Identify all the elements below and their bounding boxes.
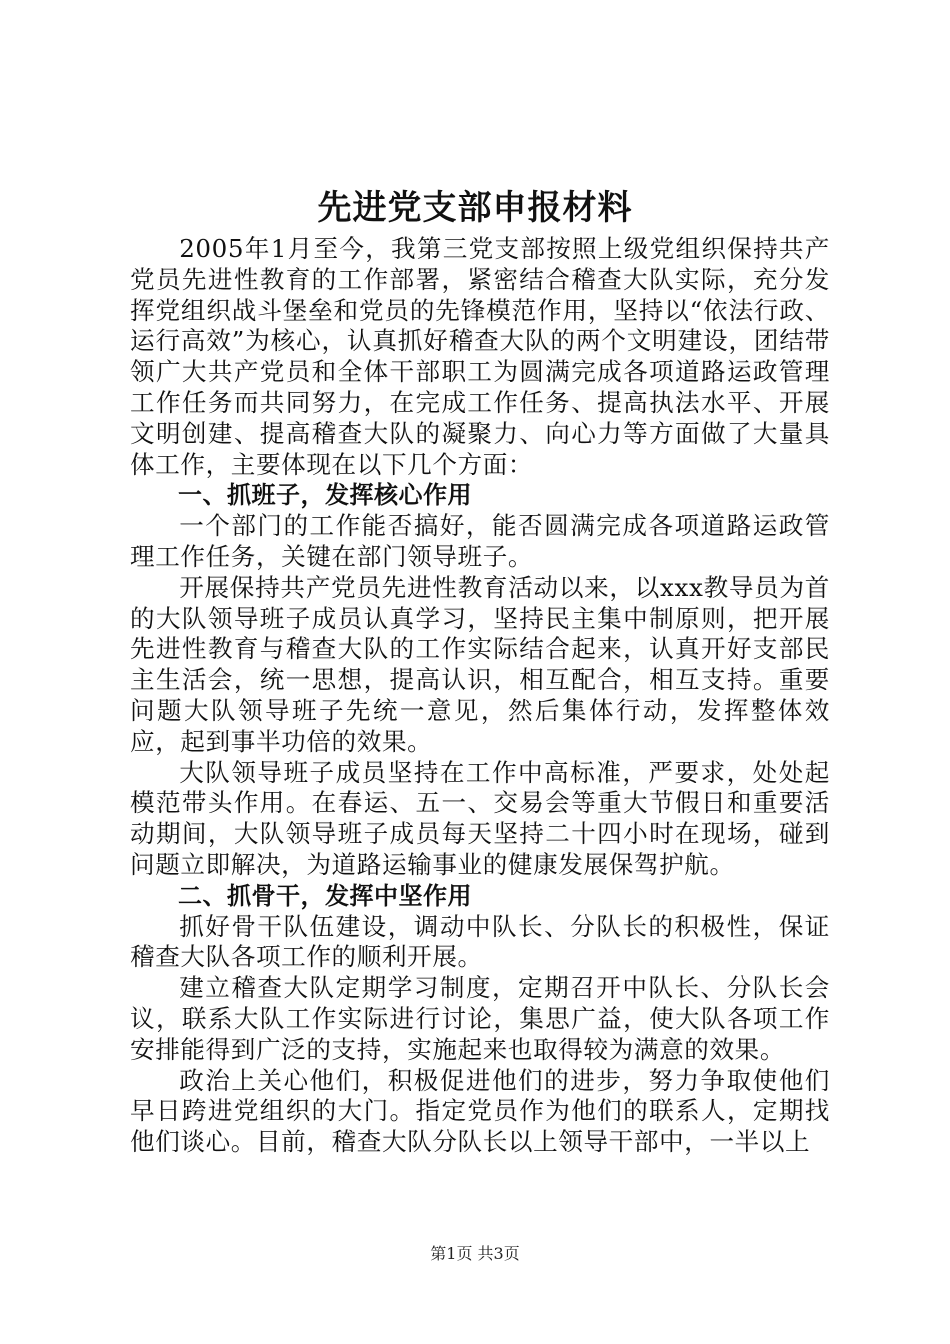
paragraph: 抓好骨干队伍建设，调动中队长、分队长的积极性，保证稽查大队各项工作的顺利开展。 bbox=[130, 911, 830, 972]
paragraph-intro: 2005年1月至今，我第三党支部按照上级党组织保持共产党员先进性教育的工作部署，紧密结合稽查大队实际，充分发挥党组织战斗堡垒和党员的先锋模范作用，坚持以“依法行政、运行高效”为核心，认真抓好稽查大队的两个文明建设，团结带领广大共产党员和全体干部职工为圆满完成各项道路运政管理工作任务而共同努力，在完成工作任务、提高执法水平、开展文明创建、提高稽查大队的凝聚力、向心力等方面做了大量具体工作，主要体现在以下几个方面： bbox=[130, 234, 830, 479]
paragraph: 大队领导班子成员坚持在工作中高标准，严要求，处处起模范带头作用。在春运、五一、交易会等重大节假日和重要活动期间，大队领导班子成员每天坚持二十四小时在现场，碰到问题立即解决，为道路运输事业的健康发展保驾护航。 bbox=[130, 757, 830, 879]
paragraph: 一个部门的工作能否搞好，能否圆满完成各项道路运政管理工作任务，关键在部门领导班子。 bbox=[130, 511, 830, 571]
paragraph: 建立稽查大队定期学习制度，定期召开中队长、分队长会议，联系大队工作实际进行讨论，集思广益，使大队各项工作安排能得到广泛的支持，实施起来也取得较为满意的效果。 bbox=[130, 973, 830, 1064]
paragraph: 政治上关心他们，积极促进他们的进步，努力争取使他们早日跨进党组织的大门。指定党员作为他们的联系人，定期找他们谈心。目前，稽查大队分队长以上领导干部中，一半以上 bbox=[130, 1065, 830, 1157]
document-title: 先进党支部申报材料 bbox=[317, 188, 633, 228]
paragraph: 开展保持共产党员先进性教育活动以来，以xxx教导员为首的大队领导班子成员认真学习，坚持民主集中制原则，把开展先进性教育与稽查大队的工作实际结合起来，认真开好支部民主生活会，统一思想，提高认识，相互配合，相互支持。重要问题大队领导班子先统一意见，然后集体行动，发挥整体效应，起到事半功倍的效果。 bbox=[130, 572, 830, 756]
page-number-footer: 第1页 共3页 bbox=[430, 1244, 520, 1263]
section-heading-2: 二、抓骨干，发挥中坚作用 bbox=[178, 881, 472, 910]
document-body bbox=[130, 234, 830, 1158]
section-heading-1: 一、抓班子，发挥核心作用 bbox=[178, 481, 472, 510]
